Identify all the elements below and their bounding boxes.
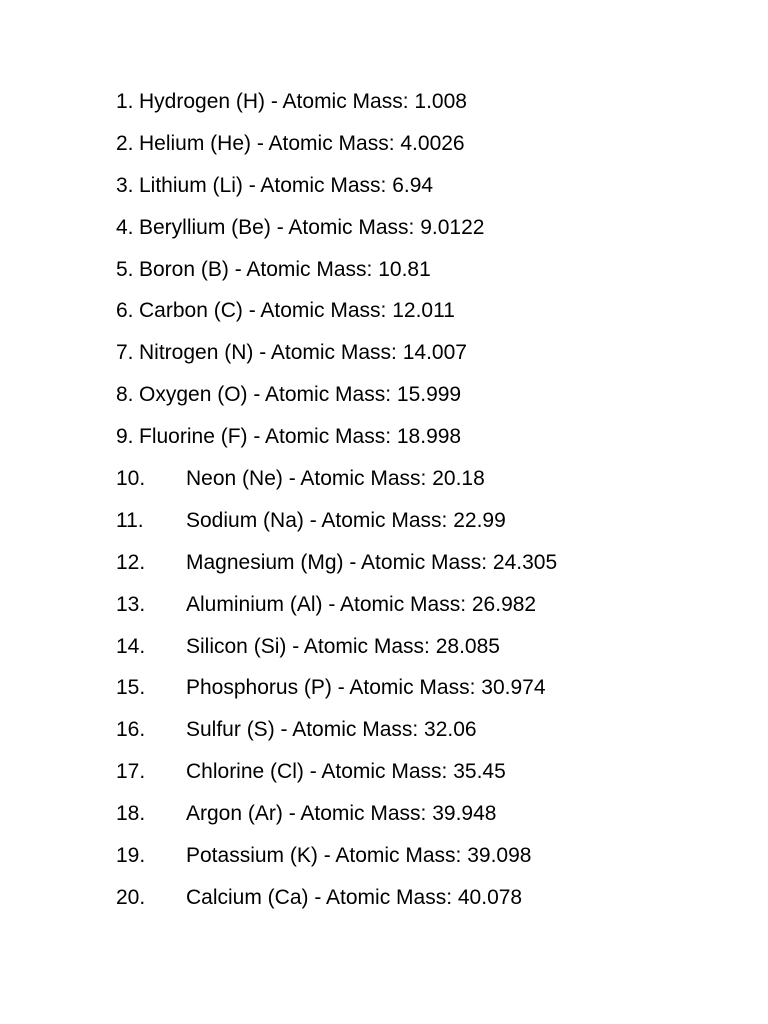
list-item: [116, 170, 557, 212]
item-number: 7.: [116, 341, 134, 365]
item-number: 18.: [116, 802, 146, 826]
item-number: 2.: [116, 131, 134, 155]
item-text: Nitrogen (N) - Atomic Mass: 14.007: [139, 341, 467, 365]
list-item: [116, 379, 557, 421]
item-text: Sodium (Na) - Atomic Mass: 22.99: [186, 508, 506, 532]
item-text: Carbon (C) - Atomic Mass: 12.011: [139, 299, 455, 323]
item-number: 3.: [116, 173, 134, 197]
list-item: [116, 128, 557, 170]
item-number: 6.: [116, 299, 134, 323]
item-number: 9.: [116, 425, 134, 449]
item-number: 16.: [116, 718, 146, 742]
item-text: Oxygen (O) - Atomic Mass: 15.999: [139, 383, 462, 407]
item-text: Phosphorus (P) - Atomic Mass: 30.974: [186, 676, 546, 700]
element-list: [116, 86, 557, 924]
item-text: Potassium (K) - Atomic Mass: 39.098: [186, 844, 532, 868]
item-text: Helium (He) - Atomic Mass: 4.0026: [139, 131, 465, 155]
item-number: 11.: [116, 508, 144, 532]
item-text: Chlorine (Cl) - Atomic Mass: 35.45: [186, 760, 506, 784]
item-number: 20.: [116, 885, 146, 909]
list-item: [116, 631, 557, 673]
item-text: Silicon (Si) - Atomic Mass: 28.085: [186, 634, 500, 658]
item-number: 10.: [116, 467, 146, 491]
item-text: Sulfur (S) - Atomic Mass: 32.06: [186, 718, 477, 742]
item-number: 19.: [116, 844, 146, 868]
item-text: Magnesium (Mg) - Atomic Mass: 24.305: [186, 550, 558, 574]
item-number: 5.: [116, 257, 134, 281]
item-number: 12.: [116, 550, 146, 574]
item-number: 1.: [116, 90, 134, 113]
list-item: [116, 463, 557, 505]
item-number: 15.: [116, 676, 146, 700]
item-number: 14.: [116, 634, 146, 658]
list-item: [116, 337, 557, 379]
list-item: [116, 756, 557, 798]
item-number: 17.: [116, 760, 146, 784]
item-text: Neon (Ne) - Atomic Mass: 20.18: [186, 467, 485, 491]
list-item: [116, 212, 557, 254]
list-item: [116, 798, 557, 840]
list-item: [116, 547, 557, 589]
list-item: [116, 254, 557, 296]
item-number: 8.: [116, 383, 134, 407]
list-item: [116, 840, 557, 882]
item-number: 13.: [116, 592, 146, 616]
item-text: Boron (B) - Atomic Mass: 10.81: [139, 257, 431, 281]
list-item: [116, 421, 557, 463]
list-item: [116, 86, 557, 128]
list-item: [116, 672, 557, 714]
item-text: Aluminium (Al) - Atomic Mass: 26.982: [186, 592, 537, 616]
list-item: [116, 882, 557, 924]
item-text: Hydrogen (H) - Atomic Mass: 1.008: [139, 90, 467, 113]
list-item: [116, 505, 557, 547]
item-text: Argon (Ar) - Atomic Mass: 39.948: [186, 802, 497, 826]
item-text: Lithium (Li) - Atomic Mass: 6.94: [139, 173, 434, 197]
list-item: [116, 589, 557, 631]
list-item: [116, 295, 557, 337]
item-text: Beryllium (Be) - Atomic Mass: 9.0122: [139, 215, 485, 239]
item-text: Calcium (Ca) - Atomic Mass: 40.078: [186, 885, 523, 909]
item-text: Fluorine (F) - Atomic Mass: 18.998: [139, 425, 462, 449]
list-item: [116, 714, 557, 756]
item-number: 4.: [116, 215, 134, 239]
